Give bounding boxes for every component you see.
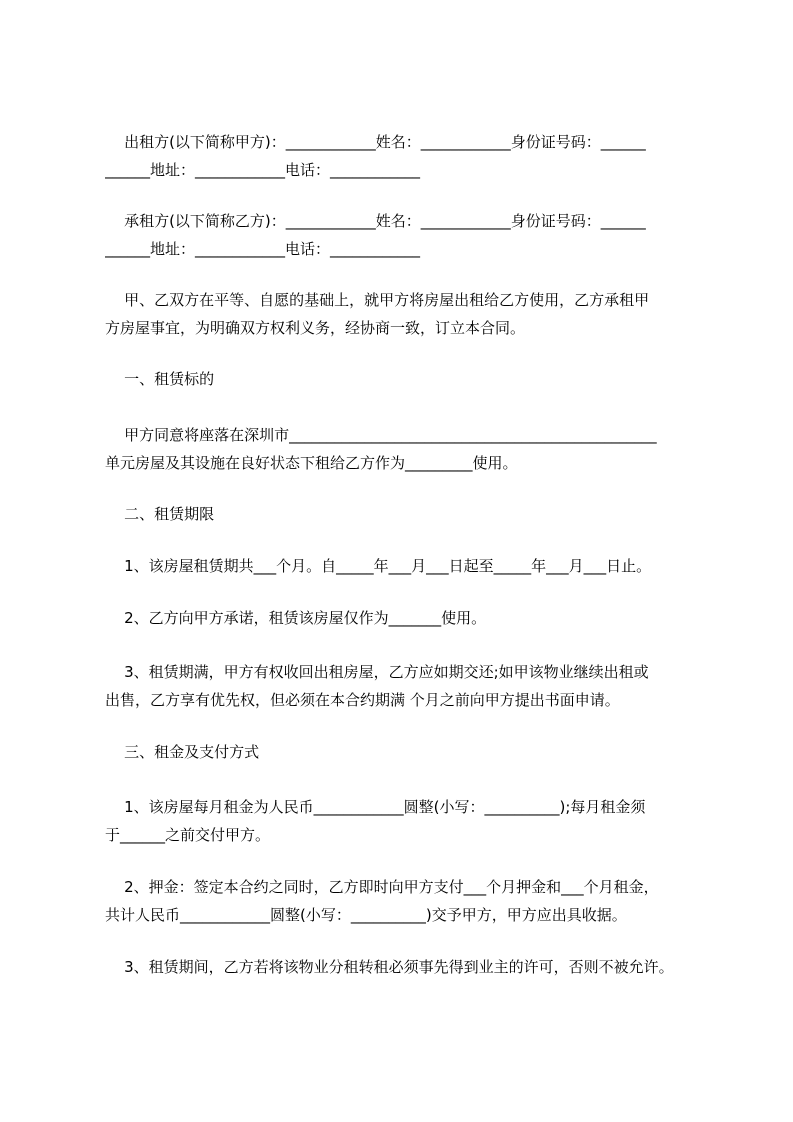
lessor-line-1: 出租方(以下简称甲方)：____________姓名：____________身份证号码：______ (105, 133, 646, 151)
section-2-item-3-line-2: 出售，乙方享有优先权，但必须在本合约期满 个月之前向甲方提出书面申请。 (105, 691, 620, 709)
section-2-item-3-line-1: 3、租赁期满，甲方有权收回出租房屋，乙方应如期交还;如甲该物业继续出租或 (105, 663, 649, 681)
lessor-line-2: ______地址：____________电话：____________ (105, 161, 421, 179)
intro-paragraph-line-1: 甲、乙双方在平等、自愿的基础上，就甲方将房屋出租给乙方使用，乙方承租甲 (105, 291, 650, 309)
section-2-heading: 二、租赁期限 (105, 505, 215, 523)
section-3-item-1-line-2: 于______之前交付甲方。 (105, 826, 271, 844)
section-3-heading: 三、租金及支付方式 (105, 743, 260, 761)
section-3-item-2-line-2: 共计人民币____________圆整(小写：__________)交予甲方，甲方应出具收据。 (105, 906, 627, 924)
section-3-item-3: 3、租赁期间，乙方若将该物业分租转租必须事先得到业主的许可，否则不被允许。 (105, 958, 674, 976)
section-2-item-1: 1、该房屋租赁期共___个月。自_____年___月___日起至_____年___月___日止。 (105, 557, 652, 575)
lessee-line-1: 承租方(以下简称乙方)：____________姓名：____________身份证号码：______ (105, 212, 646, 230)
intro-paragraph-line-2: 方房屋事宜，为明确双方权利义务，经协商一致，订立本合同。 (105, 319, 526, 337)
section-2-item-2: 2、乙方向甲方承诺，租赁该房屋仅作为_______使用。 (105, 609, 487, 627)
lessee-line-2: ______地址：____________电话：____________ (105, 240, 421, 258)
section-1-paragraph-line-2: 单元房屋及其设施在良好状态下租给乙方作为_________使用。 (105, 454, 518, 472)
section-3-item-2-line-1: 2、押金：签定本合约之同时，乙方即时向甲方支付___个月押金和___个月租金， (105, 878, 659, 896)
section-1-paragraph-line-1: 甲方同意将座落在深圳市_________________________________________________ (105, 426, 657, 444)
section-1-heading: 一、租赁标的 (105, 370, 215, 388)
section-3-item-1-line-1: 1、该房屋每月租金为人民币____________圆整(小写：__________);每月租金须 (105, 798, 646, 816)
